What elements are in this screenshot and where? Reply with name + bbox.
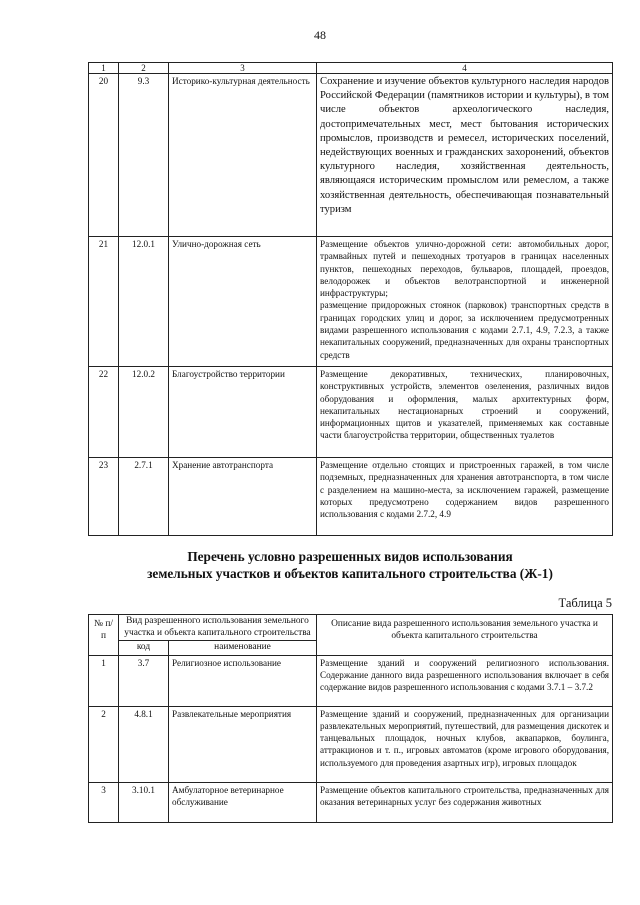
header-name: наименование bbox=[169, 641, 317, 656]
use-name: Религиозное использование bbox=[169, 655, 317, 706]
use-description-part-1: Размещение объектов улично-дорожной сети: автомобильных дорог, трамвайных путей и пешеходных тротуаров в границах населенных пунктов, пешеходных переходов, бульваров, площадей, проездов, велодорожек и объектов велотранспортной и инженерной инфраструктуры; bbox=[320, 239, 609, 299]
use-code: 12.0.2 bbox=[119, 367, 169, 458]
use-code: 12.0.1 bbox=[119, 237, 169, 367]
section-heading bbox=[88, 548, 612, 582]
table-row bbox=[89, 74, 613, 237]
use-description: Размещение отдельно стоящих и пристроенных гаражей, в том числе подземных, предназначенных для хранения автотранспорта, в том числе с разделением на машино-места, за исключением гаражей, размещение которых предусмотрено содержанием видов разрешенного использования с кодами 2.7.2, 4.9 bbox=[317, 458, 613, 536]
table-row bbox=[89, 237, 613, 367]
header-cell-3: 3 bbox=[169, 63, 317, 74]
section-heading-line-1: Перечень условно разрешенных видов использования bbox=[187, 549, 513, 564]
use-name: Историко-культурная деятельность bbox=[169, 74, 317, 237]
use-description: Размещение зданий и сооружений, предназначенных для организации развлекательных мероприятий, путешествий, для размещения дискотек и танцевальных площадок, ночных клубов, аквапарков, боулинга, аттракционов и т. п., игровых автоматов (кроме игрового оборудования, используемого для проведения азартных игр), игровых площадок bbox=[317, 706, 613, 782]
use-code: 3.10.1 bbox=[119, 782, 169, 822]
table-row bbox=[89, 782, 613, 822]
conditional-use-table bbox=[88, 614, 613, 823]
use-name: Амбулаторное ветеринарное обслуживание bbox=[169, 782, 317, 822]
header-permitted-use: Вид разрешенного использования земельного участка и объекта капитального строительства bbox=[119, 615, 317, 641]
use-description bbox=[317, 237, 613, 367]
header-code: код bbox=[119, 641, 169, 656]
table-header-row bbox=[89, 63, 613, 74]
use-name: Развлекательные мероприятия bbox=[169, 706, 317, 782]
row-number: 23 bbox=[89, 458, 119, 536]
table-header-row bbox=[89, 615, 613, 641]
use-name: Улично-дорожная сеть bbox=[169, 237, 317, 367]
row-number: 20 bbox=[89, 74, 119, 237]
land-use-table-continuation bbox=[88, 62, 613, 536]
table-row bbox=[89, 706, 613, 782]
header-number: № п/п bbox=[89, 615, 119, 656]
use-code: 2.7.1 bbox=[119, 458, 169, 536]
table-row bbox=[89, 458, 613, 536]
use-description-part-2: размещение придорожных стоянок (парковок) транспортных средств в границах городских улиц и дорог, за исключением предусмотренных видами разрешенного использования с кодами 2.7.1, 4.9, 7.2.3, а также некапитальных сооружений, предназначенных для охраны транспортных средств bbox=[320, 300, 609, 360]
use-code: 9.3 bbox=[119, 74, 169, 237]
row-number: 22 bbox=[89, 367, 119, 458]
use-description: Размещение зданий и сооружений религиозного использования. Содержание данного вида разрешенного использования включает в себя содержание видов разрешенного использования с кодами 3.7.1 – 3.7.2 bbox=[317, 655, 613, 706]
use-code: 3.7 bbox=[119, 655, 169, 706]
header-cell-4: 4 bbox=[317, 63, 613, 74]
page-number: 48 bbox=[314, 28, 326, 42]
table-row bbox=[89, 367, 613, 458]
table-caption: Таблица 5 bbox=[558, 596, 612, 610]
row-number: 3 bbox=[89, 782, 119, 822]
use-description: Размещение объектов капитального строительства, предназначенных для оказания ветеринарных услуг без содержания животных bbox=[317, 782, 613, 822]
row-number: 2 bbox=[89, 706, 119, 782]
header-cell-1: 1 bbox=[89, 63, 119, 74]
use-description: Сохранение и изучение объектов культурного наследия народов Российской Федерации (памятников истории и культуры), в том числе объектов археологического наследия, достопримечательных мест, мест бытования исторических промыслов, производств и ремесел, исторических поселений, недействующих военных и гражданских захоронений, объектов культурного наследия, хозяйственная деятельность, являющаяся историческим промыслом или ремеслом, а также хозяйственная деятельность, обеспечивающая познавательный туризм bbox=[317, 74, 613, 237]
row-number: 21 bbox=[89, 237, 119, 367]
table-row bbox=[89, 655, 613, 706]
header-description: Описание вида разрешенного использования земельного участка и объекта капитального строительства bbox=[317, 615, 613, 656]
use-name: Благоустройство территории bbox=[169, 367, 317, 458]
use-description: Размещение декоративных, технических, планировочных, конструктивных устройств, элементов озеленения, различных видов оборудования и оформления, малых архитектурных форм, некапитальных нестационарных строений и сооружений, информационных щитов и указателей, применяемых как составные части благоустройства территории, общественных туалетов bbox=[317, 367, 613, 458]
section-heading-line-2: земельных участков и объектов капитального строительства (Ж-1) bbox=[147, 566, 553, 581]
row-number: 1 bbox=[89, 655, 119, 706]
header-cell-2: 2 bbox=[119, 63, 169, 74]
use-code: 4.8.1 bbox=[119, 706, 169, 782]
use-name: Хранение автотранспорта bbox=[169, 458, 317, 536]
